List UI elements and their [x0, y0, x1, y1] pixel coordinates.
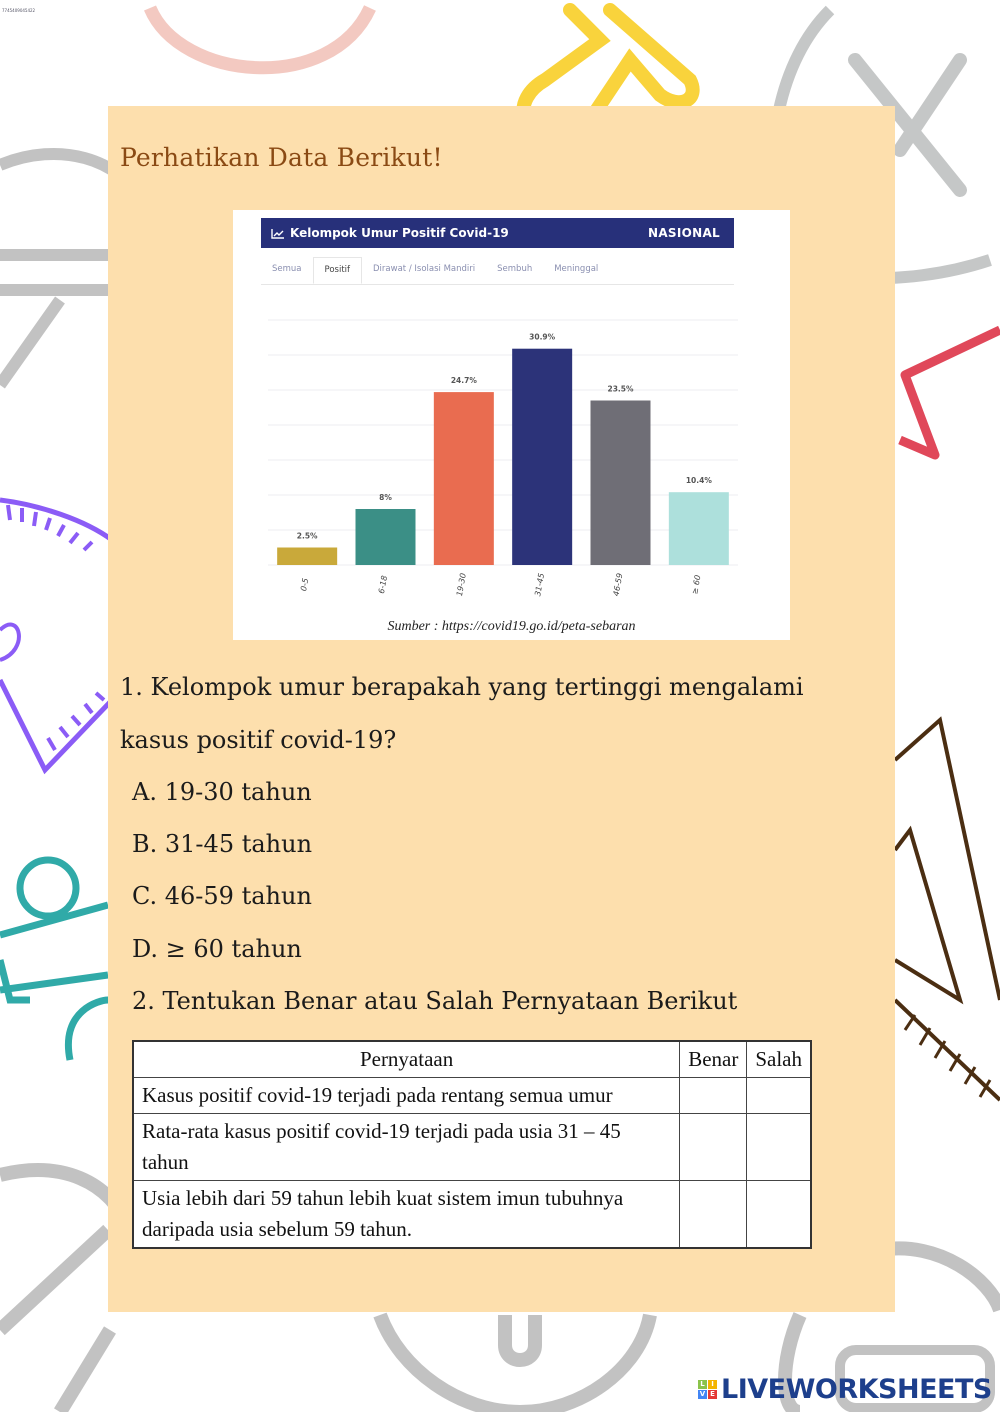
benar-answer-cell[interactable] [680, 1181, 747, 1249]
header-pernyataan: Pernyataan [133, 1041, 680, 1078]
bar-6-18 [356, 509, 416, 565]
salah-answer-cell[interactable] [747, 1181, 811, 1249]
header-benar: Benar [680, 1041, 747, 1078]
logo-block: L [698, 1380, 707, 1389]
worksheet-id: 7745409045422 [2, 8, 36, 13]
pink-arc-decoration [150, 8, 370, 68]
option-c[interactable]: C. 46-59 tahun [132, 882, 312, 910]
logo-block: I [708, 1380, 717, 1389]
table-row [133, 1114, 811, 1181]
header-salah: Salah [747, 1041, 811, 1078]
tab-semua[interactable]: Semua [272, 264, 302, 274]
statement-cell: Rata-rata kasus positif covid-19 terjadi pada usia 31 – 45 tahun [133, 1114, 680, 1181]
x-tick-label: 0-5 [299, 577, 311, 592]
question-1-line-2: kasus positif covid-19? [120, 726, 397, 754]
option-b[interactable]: B. 31-45 tahun [132, 830, 313, 858]
bar-value-label: 30.9% [529, 332, 556, 342]
bar-≥ 60 [669, 492, 729, 565]
salah-answer-cell[interactable] [747, 1114, 811, 1181]
benar-answer-cell[interactable] [680, 1078, 747, 1114]
statement-table-wrap [132, 1040, 812, 1249]
table-row [133, 1181, 811, 1249]
purple-protractor-decoration [0, 500, 112, 770]
x-tick-label: ≥ 60 [690, 574, 703, 595]
chart-title: Kelompok Umur Positif Covid-19 [290, 226, 509, 240]
bar-value-label: 2.5% [296, 531, 318, 541]
page-heading: Perhatikan Data Berikut! [120, 143, 443, 172]
logo-block: V [699, 1390, 706, 1398]
bar-value-label: 10.4% [685, 476, 712, 486]
benar-answer-cell[interactable] [680, 1114, 747, 1181]
option-d[interactable]: D. ≥ 60 tahun [132, 935, 302, 963]
bar-0-5 [277, 548, 337, 566]
logo-block: E [708, 1390, 717, 1399]
bar-46-59 [591, 401, 651, 566]
bar-value-label: 23.5% [607, 384, 634, 394]
table-header-row [133, 1041, 811, 1078]
live-blocks-icon [698, 1380, 717, 1399]
tab-sembuh[interactable]: Sembuh [497, 264, 533, 274]
teal-shape-decoration [0, 905, 108, 1060]
question-1-line-1: 1. Kelompok umur berapakah yang tertinggi mengalami [120, 673, 804, 701]
brand-name: LIVEWORKSHEETS [721, 1374, 992, 1405]
teal-circle-decoration [20, 860, 76, 916]
bar-value-label: 24.7% [450, 376, 477, 386]
brown-ruler-decoration [895, 720, 1000, 1100]
region-label: NASIONAL [647, 226, 720, 240]
bar-19-30 [434, 392, 494, 565]
statement-cell: Kasus positif covid-19 terjadi pada rentang semua umur [133, 1078, 680, 1114]
chart-card [233, 210, 790, 640]
bar-chart [233, 210, 790, 615]
question-2-prompt: 2. Tentukan Benar atau Salah Pernyataan Berikut [132, 987, 738, 1015]
statement-table [132, 1040, 812, 1249]
x-tick-label: 19-30 [454, 572, 468, 597]
bar-value-label: 8% [379, 493, 392, 502]
x-tick-label: 31-45 [533, 572, 547, 597]
chart-source: Sumber : https://covid19.go.id/peta-sebaran [387, 619, 636, 634]
red-shape-decoration [900, 330, 1000, 455]
liveworksheets-logo[interactable] [698, 1374, 992, 1405]
statement-cell: Usia lebih dari 59 tahun lebih kuat sistem imun tubuhnya daripada usia sebelum 59 tahun. [133, 1181, 680, 1249]
salah-answer-cell[interactable] [747, 1078, 811, 1114]
x-tick-label: 46-59 [611, 572, 625, 597]
table-row [133, 1078, 811, 1114]
option-a[interactable]: A. 19-30 tahun [132, 778, 312, 806]
bar-31-45 [512, 349, 572, 565]
tab-meninggal[interactable]: Meninggal [554, 264, 599, 274]
tab-positif[interactable]: Positif [313, 257, 363, 284]
tab-dirawat[interactable]: Dirawat / Isolasi Mandiri [373, 264, 476, 274]
x-tick-label: 6-18 [377, 574, 390, 595]
